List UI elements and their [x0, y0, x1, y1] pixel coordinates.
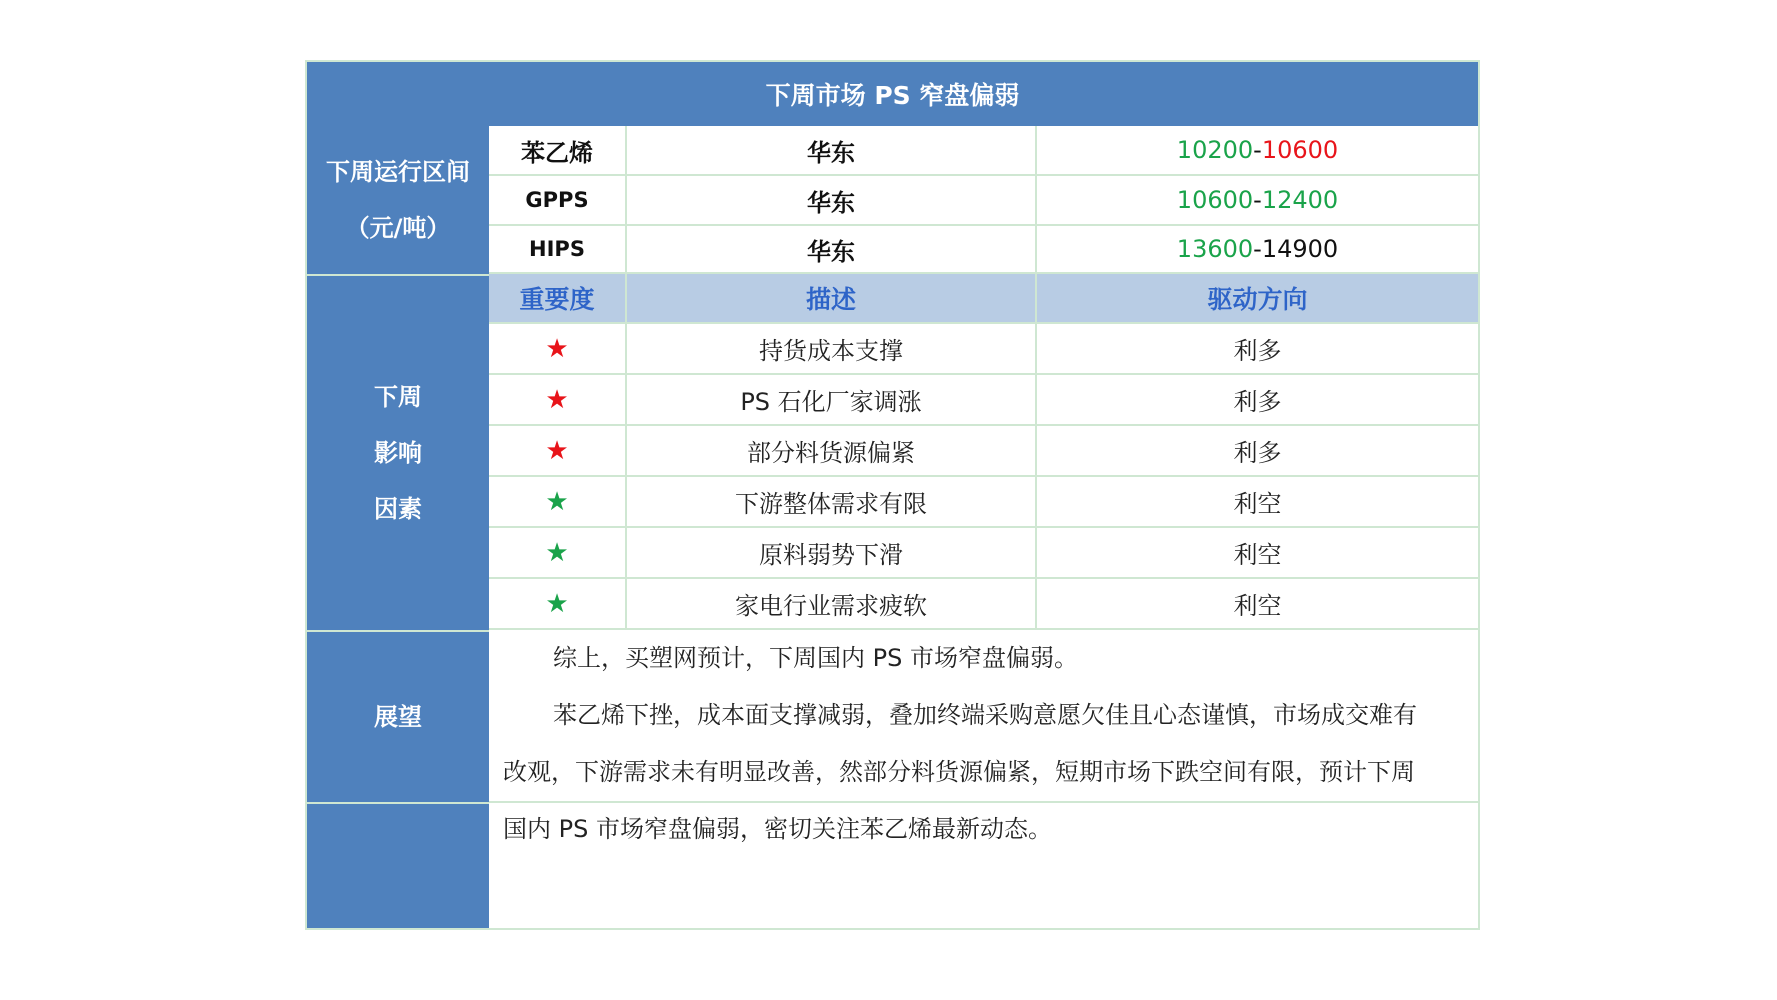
- factor-description: PS 石化厂家调涨: [627, 375, 1037, 426]
- factor-direction: 利空: [1037, 579, 1478, 630]
- factor-description: 下游整体需求有限: [627, 477, 1037, 528]
- outlook-paragraph-2-line-3: 国内 PS 市场窄盘偏弱，密切关注苯乙烯最新动态。: [503, 815, 1052, 843]
- factor-description: 部分料货源偏紧: [627, 426, 1037, 477]
- factor-description: 原料弱势下滑: [627, 528, 1037, 579]
- star-icon: ★: [489, 426, 627, 477]
- price-range-hips: [1037, 226, 1478, 274]
- price-high: 12400: [1261, 186, 1339, 214]
- outlook-section-label: [307, 630, 489, 802]
- header-direction: 驱动方向: [1037, 274, 1478, 324]
- range-section-label: [307, 126, 489, 274]
- ps-market-table: [305, 60, 1480, 930]
- factor-direction: 利空: [1037, 477, 1478, 528]
- factor-description: 家电行业需求疲软: [627, 579, 1037, 630]
- price-high: 10600: [1261, 136, 1339, 164]
- price-low: 10600: [1176, 186, 1254, 214]
- region-hips: 华东: [627, 226, 1037, 274]
- factor-direction: 利多: [1037, 426, 1478, 477]
- outlook-divider: [489, 801, 1478, 803]
- price-range-styrene: [1037, 126, 1478, 176]
- table-title: 下周市场 PS 窄盘偏弱: [307, 62, 1478, 126]
- factor-direction: 利空: [1037, 528, 1478, 579]
- region-gpps: 华东: [627, 176, 1037, 226]
- outlook-label-continuation: [307, 802, 489, 928]
- header-importance: 重要度: [489, 274, 627, 324]
- factors-label-line2: 影响: [374, 439, 422, 467]
- factor-description: 持货成本支撑: [627, 324, 1037, 375]
- price-low: 10200: [1176, 136, 1254, 164]
- factor-direction: 利多: [1037, 375, 1478, 426]
- star-icon: ★: [489, 477, 627, 528]
- price-range-gpps: [1037, 176, 1478, 226]
- product-hips: HIPS: [489, 226, 627, 274]
- star-icon: ★: [489, 375, 627, 426]
- product-gpps: GPPS: [489, 176, 627, 226]
- outlook-paragraph-1: 综上，买塑网预计，下周国内 PS 市场窄盘偏弱。: [553, 644, 1078, 672]
- product-styrene: 苯乙烯: [489, 126, 627, 176]
- factors-label-line1: 下周: [374, 383, 422, 411]
- range-label-line1: 下周运行区间: [326, 158, 470, 186]
- region-styrene: 华东: [627, 126, 1037, 176]
- price-sep: -: [1253, 235, 1262, 263]
- price-high: 14900: [1261, 235, 1339, 263]
- factors-section-label: [307, 274, 489, 630]
- outlook-label: 展望: [374, 703, 422, 731]
- outlook-text: [489, 630, 1478, 928]
- price-sep: -: [1253, 186, 1262, 214]
- price-sep: -: [1253, 136, 1262, 164]
- star-icon: ★: [489, 324, 627, 375]
- factor-direction: 利多: [1037, 324, 1478, 375]
- outlook-paragraph-2-line-2: 改观，下游需求未有明显改善，然部分料货源偏紧，短期市场下跌空间有限，预计下周: [503, 758, 1415, 786]
- header-description: 描述: [627, 274, 1037, 324]
- outlook-paragraph-2-line-1: 苯乙烯下挫，成本面支撑减弱，叠加终端采购意愿欠佳且心态谨慎，市场成交难有: [553, 701, 1417, 729]
- star-icon: ★: [489, 579, 627, 630]
- range-label-line2: （元/吨）: [345, 214, 451, 242]
- price-low: 13600: [1176, 235, 1254, 263]
- star-icon: ★: [489, 528, 627, 579]
- factors-label-line3: 因素: [374, 495, 422, 523]
